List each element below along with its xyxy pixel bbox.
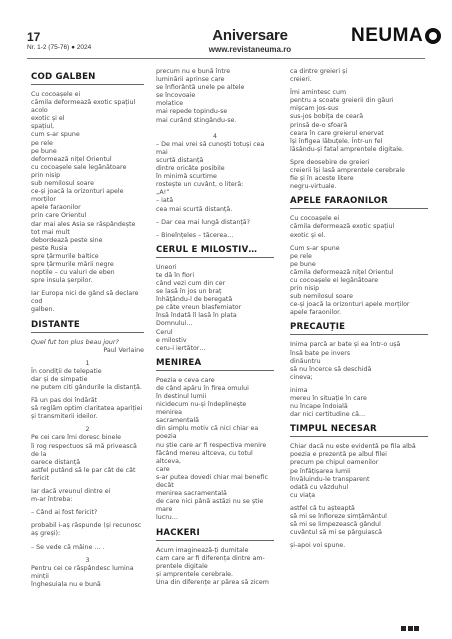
column-2 — [156, 68, 274, 587]
verse-line: – Bineînțeles – tăcerea… — [156, 231, 234, 239]
verse-line: lucru… — [156, 514, 179, 522]
verse-line: cămila deformează nițel Orientul — [290, 268, 394, 276]
verse-line: astfel că tu așteaptă — [290, 504, 355, 512]
poem-title-cerul-e-milostiv: CERUL E MILOSTIV… — [156, 245, 274, 258]
verse-line: pe bune — [31, 147, 57, 155]
verse-line: cineva; — [290, 373, 313, 381]
verse-line: luminării aprinse care — [156, 76, 225, 84]
verse-line: spre țărmurile mării negre — [31, 260, 114, 268]
verse-line: astfel putând să le par cât de cât fericit — [31, 466, 136, 482]
verse-line: ceara în care greierul enervat — [290, 129, 384, 137]
verse-line: din simplu motiv că nici chiar ea — [156, 425, 259, 433]
verse-line: cu cocoașele sale legănătoare — [31, 163, 127, 171]
section-number: 4 — [212, 132, 217, 140]
verse-line: sacramentală — [156, 417, 199, 425]
verse-line: sus-jos bobița de ceară — [290, 113, 364, 121]
verse-line: „A!” — [156, 189, 170, 197]
verse-line: și-apoi voi spune. — [290, 542, 346, 550]
verse-line: învăluindu-le transparent — [290, 475, 370, 483]
verse-line: Îmi amintesc cum — [290, 89, 347, 97]
verse-line: Pentru cei ce răspândesc lumina minții — [31, 564, 134, 580]
verse-line: însă bate pe invers — [290, 349, 351, 357]
verse-line: ne putem citi gândurile la distanță. — [31, 384, 142, 391]
verse-line: apele faraonilor. — [290, 309, 342, 317]
verse-line: deformează nițel Orientul — [31, 155, 112, 163]
verse-line: Cum s-ar spune — [290, 244, 340, 252]
verse-line: făcând mereu altceva, cu totul altceva, — [156, 449, 253, 465]
verse-line: – Se vede că mâine … . — [31, 543, 105, 551]
verse-line: ce-și joacă la orizonturi apele morților — [31, 188, 124, 204]
verse-line: Inima parcă ar bate și ea într-o ușă — [290, 341, 401, 349]
verse-line: Cerul — [156, 328, 173, 336]
motto: Quel fut ton plus beau jour? — [31, 338, 119, 346]
verse-line: – Dar cea mai lungă distanță? — [156, 218, 250, 226]
verse-line: cum s-ar spune — [31, 131, 80, 139]
verse-line: acolo — [31, 107, 48, 115]
verse-line: poezia e prezentă pe albul filei — [290, 451, 387, 459]
verse-line: își înfigea lăbuțele. Într-un fel — [290, 137, 383, 145]
verse-line: sub nemilosul soare — [31, 180, 94, 188]
verse-line: prinsă de-o sfoară — [290, 121, 348, 129]
verse-line: de care nici până astăzi nu se știe mare — [156, 498, 264, 514]
verse-line: pe bune — [290, 260, 316, 268]
website-url: www.revistaneuma.ro — [208, 45, 292, 54]
verse-line: rostește un cuvânt, o literă: — [156, 181, 244, 189]
page-number: 17 — [27, 30, 41, 44]
verse-line: te dă în fiori — [156, 271, 195, 279]
verse-line: – iată — [156, 197, 174, 205]
verse-line: și transmiterii ideilor. — [31, 413, 98, 421]
verse-line: În condiții de telepatie — [31, 367, 102, 375]
verse-line: mișcam jos-sus — [290, 105, 339, 113]
verse-line: exotic și el. — [290, 231, 326, 239]
verse-line: nu încape îndoială — [290, 403, 348, 411]
verse-line: poezia — [156, 433, 177, 441]
verse-line: înhățându-l de beregată — [156, 296, 233, 304]
verse-line: dinăuntru — [290, 357, 321, 365]
verse-line: ca dintre greieri și — [290, 68, 348, 75]
verse-line: probabil i-aș răspunde (și recunosc — [31, 522, 142, 530]
verse-line: Chiar dacă nu este evidentă pe fila albă — [290, 443, 416, 451]
verse-line: Uneori — [156, 263, 177, 271]
verse-line: odată cu văzduhul — [290, 483, 349, 491]
verse-line: apele faraonilor — [31, 204, 81, 212]
verse-line: se lasă în jos un braț — [156, 288, 222, 296]
verse-line: mai repede topindu-se — [156, 108, 228, 116]
verse-line: Acum imaginează-ți dumitale — [156, 546, 249, 554]
verse-line: cea mai scurtă distanță. — [156, 205, 233, 213]
poem-title-menirea: MENIREA — [156, 358, 274, 371]
magazine-logo — [351, 25, 441, 47]
verse-line: oarece distanță — [31, 458, 81, 466]
poem-title-timpul-necesar: TIMPUL NECESAR — [290, 424, 428, 437]
section-number: 1 — [85, 359, 90, 367]
page-header — [0, 0, 452, 58]
verse-line: lăsându-și fatal amprentele digitale. — [290, 145, 404, 153]
header-divider — [27, 58, 425, 59]
verse-line: Una din diferențe ar părea să zicem — [156, 578, 269, 586]
section-number: 2 — [85, 426, 90, 434]
verse-line: Cu cocoașele ei — [31, 91, 81, 98]
verse-line: dar și de simpatie — [31, 375, 88, 383]
verse-line: Cu cocoașele ei — [290, 215, 340, 223]
verse-line: Iar dacă vreunul dintre ei — [31, 488, 111, 496]
verse-line: e milostiv — [156, 336, 187, 344]
verse-line: prin care Orientul — [31, 212, 87, 220]
verse-line: m-ar întreba: — [31, 496, 73, 504]
verse-line: spațiul, — [31, 123, 55, 131]
verse-line: precum nu e bună între — [156, 68, 231, 75]
verse-line: inima — [290, 386, 308, 394]
verse-line: prin nisip — [290, 285, 320, 293]
verse-line: noptile – cu valuri de eben — [31, 269, 115, 277]
verse-line: în minimă scurtime — [156, 173, 217, 181]
verse-line: cu cocoașele ei legănătoare — [290, 276, 379, 284]
verse-line: să mi se înfioreze simțământul — [290, 513, 387, 521]
verse-line: Spre deosebire de greieri — [290, 158, 370, 166]
verse-line: care — [156, 465, 170, 473]
neuma-circle-logo-icon — [425, 28, 441, 44]
column-3 — [290, 68, 428, 550]
verse-line: cămila deformează exotic spațiul — [290, 223, 395, 231]
verse-line: mereu în situație în care — [290, 395, 367, 402]
verse-line: creierii își lasă amprentele cerebrale — [290, 167, 406, 175]
verse-line: se înfiorântă unele pe altele — [156, 84, 245, 92]
poem-title-precautie: PRECAUȚIE — [290, 322, 428, 335]
section-number: 3 — [85, 556, 90, 564]
verse-line: cămila deformează exotic spațiul — [31, 99, 136, 107]
verse-line: cu viața — [290, 491, 316, 499]
verse-line: în destinul lumii — [156, 393, 207, 400]
verse-line: – Când ai fost fericit? — [31, 509, 98, 517]
verse-line: însă îndată îl lasă în plata — [156, 312, 237, 320]
verse-line: să mi se limpezească gândul — [290, 521, 381, 529]
logo-text: NEUMA — [351, 25, 424, 46]
verse-line: debordează peste sine — [31, 236, 103, 244]
verse-line: ce-și joacă la orizonturi apele morților — [290, 301, 410, 309]
verse-line: pe rele — [31, 139, 53, 147]
verse-line: molatice — [156, 100, 184, 108]
verse-line: să reglăm optim claritatea apariției — [31, 405, 143, 413]
poem-title-hackeri: HACKERI — [156, 528, 274, 541]
issue-info: Nr. 1-2 (75-76) ● 2024 — [27, 44, 92, 51]
verse-line: sub nemilosul soare — [290, 293, 353, 301]
verse-line: pe rele — [290, 252, 312, 260]
verse-line: prin nisip — [31, 171, 61, 179]
verse-line: creieri. — [290, 76, 312, 84]
verse-line: mai curând stingându-se. — [156, 116, 237, 124]
verse-line: Domnului… — [156, 320, 193, 328]
verse-line: să nu încerce să deschidă — [290, 365, 372, 373]
verse-line: – De mai vrei să cunoști totuși cea mai — [156, 140, 265, 156]
verse-line: s-ar putea dovedi chiar mai benefic — [156, 473, 268, 481]
verse-line: Fă un pas doi îndărăt — [31, 397, 98, 405]
section-title: Aniversare — [212, 27, 288, 44]
verse-line: precum pe chipul oamenilor — [290, 459, 379, 467]
end-of-article-icon — [401, 626, 419, 631]
verse-line: dar mai ales Asia se răspândește — [31, 220, 136, 228]
motto-author: Paul Verlaine — [103, 346, 144, 354]
verse-line: ceru-i iertător… — [156, 344, 206, 352]
verse-line: prentele digitale — [156, 562, 208, 570]
verse-line: negru-virtuale. — [290, 183, 337, 191]
verse-line: galben. — [31, 306, 55, 314]
poem-title-cod-galben: COD GALBEN — [31, 72, 144, 85]
verse-line: cuvântul să mi se pârguiască — [290, 529, 382, 537]
verse-line: cam care ar fi diferența dintre am- — [156, 554, 265, 562]
verse-line: scurtă distanță — [156, 156, 204, 164]
poem-title-apele-faraonilor: APELE FARAONILOR — [290, 196, 428, 209]
verse-line: aș greși): — [31, 530, 61, 538]
verse-line: spre insula șerpilor. — [31, 277, 93, 285]
verse-line: menirea sacramentală — [156, 490, 227, 498]
verse-line: înghesuiala nu e bună — [31, 580, 101, 588]
verse-line: pe înfățișarea lumii — [290, 467, 351, 475]
verse-line: fie și în aceste litere — [290, 175, 354, 183]
verse-line: Iar Europa nici de gând să declare cod — [31, 290, 139, 306]
verse-line: spre țărmurile baltice — [31, 252, 99, 260]
verse-line: pe câte vreun blasfemiator — [156, 304, 242, 312]
verse-line: peste Rusia — [31, 244, 68, 252]
verse-line: dar nici certitudine că… — [290, 411, 366, 419]
verse-line: îi rog respectuos să mă privească de la — [31, 442, 137, 458]
verse-line: nicidecum nu-și îndeplinește menirea — [156, 401, 247, 417]
verse-line: și amprentele cerebrale. — [156, 570, 234, 578]
verse-line: nu știe care ar fi respectiva menire — [156, 441, 267, 449]
verse-line: se încovoaie — [156, 92, 196, 100]
verse-line: Poezia e ceva care — [156, 376, 215, 384]
verse-line: decât — [156, 482, 174, 490]
verse-line: pentru a scoate greierii din găuri — [290, 97, 394, 105]
poem-title-distante: DISTANTE — [31, 320, 144, 333]
verse-line: exotic și el — [31, 115, 65, 123]
verse-line: când vezi cum din cer — [156, 279, 226, 287]
column-1 — [31, 68, 144, 589]
verse-line: tot mai mult — [31, 228, 70, 236]
verse-line: Pe cei care îmi doresc binele — [31, 434, 121, 442]
verse-line: de când apăru în firea omului — [156, 384, 249, 392]
verse-line: dintre oricâte posibile — [156, 165, 225, 173]
